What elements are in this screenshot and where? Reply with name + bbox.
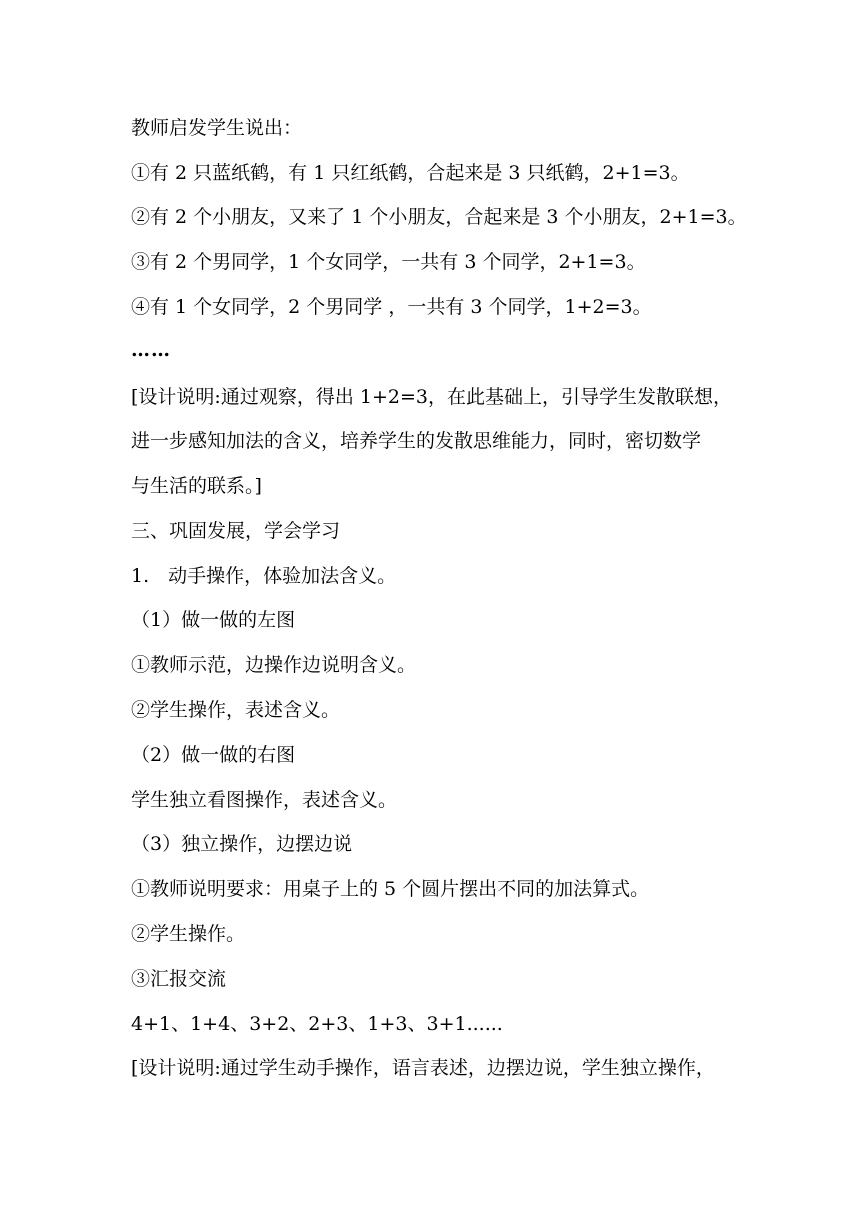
example-line-4: ④有 1 个女同学，2 个男同学 ，一共有 3 个同学，1+2=3。 bbox=[131, 296, 652, 318]
subitem-1-heading: （1）做一做的左图 bbox=[131, 609, 296, 631]
subitem-2-text: 学生独立看图操作，表述含义。 bbox=[131, 789, 398, 811]
subitem-3-heading: （3）独立操作，边摆边说 bbox=[131, 833, 353, 855]
example-line-3: ③有 2 个男同学，1 个女同学，一共有 3 个同学，2+1=3。 bbox=[131, 251, 646, 273]
design-note-1-line-3: 与生活的联系。] bbox=[131, 475, 262, 497]
subitem-3-step-3: ③汇报交流 bbox=[131, 968, 227, 990]
ellipsis-line: …… bbox=[131, 339, 171, 361]
subitem-2-heading: （2）做一做的右图 bbox=[131, 744, 296, 766]
subitem-3-step-1: ①教师说明要求：用桌子上的 5 个圆片摆出不同的加法算式。 bbox=[131, 878, 650, 900]
subitem-3-step-2: ②学生操作。 bbox=[131, 923, 246, 945]
example-line-1: ①有 2 只蓝纸鹤，有 1 只红纸鹤，合起来是 3 只纸鹤，2+1=3。 bbox=[131, 162, 690, 184]
subitem-1-step-1: ①教师示范，边操作边说明含义。 bbox=[131, 654, 417, 676]
equations-line: 4+1、1+4、3+2、2+3、1+3、3+1...... bbox=[131, 1013, 503, 1035]
subitem-1-step-2: ②学生操作，表述含义。 bbox=[131, 699, 341, 721]
intro-line: 教师启发学生说出： bbox=[131, 117, 303, 139]
design-note-2-line-1: [设计说明:通过学生动手操作，语言表述，边摆边说，学生独立操作， bbox=[131, 1057, 715, 1079]
design-note-1-line-1: [设计说明:通过观察，得出 1+2=3，在此基础上，引导学生发散联想， bbox=[131, 386, 732, 408]
design-note-1-line-2: 进一步感知加法的含义，培养学生的发散思维能力，同时，密切数学 bbox=[131, 430, 702, 452]
section-heading: 三、巩固发展，学会学习 bbox=[131, 520, 341, 542]
example-line-2: ②有 2 个小朋友，又来了 1 个小朋友，合起来是 3 个小朋友，2+1=3。 bbox=[131, 206, 747, 228]
activity-heading: 1. 动手操作，体验加法含义。 bbox=[131, 565, 397, 587]
